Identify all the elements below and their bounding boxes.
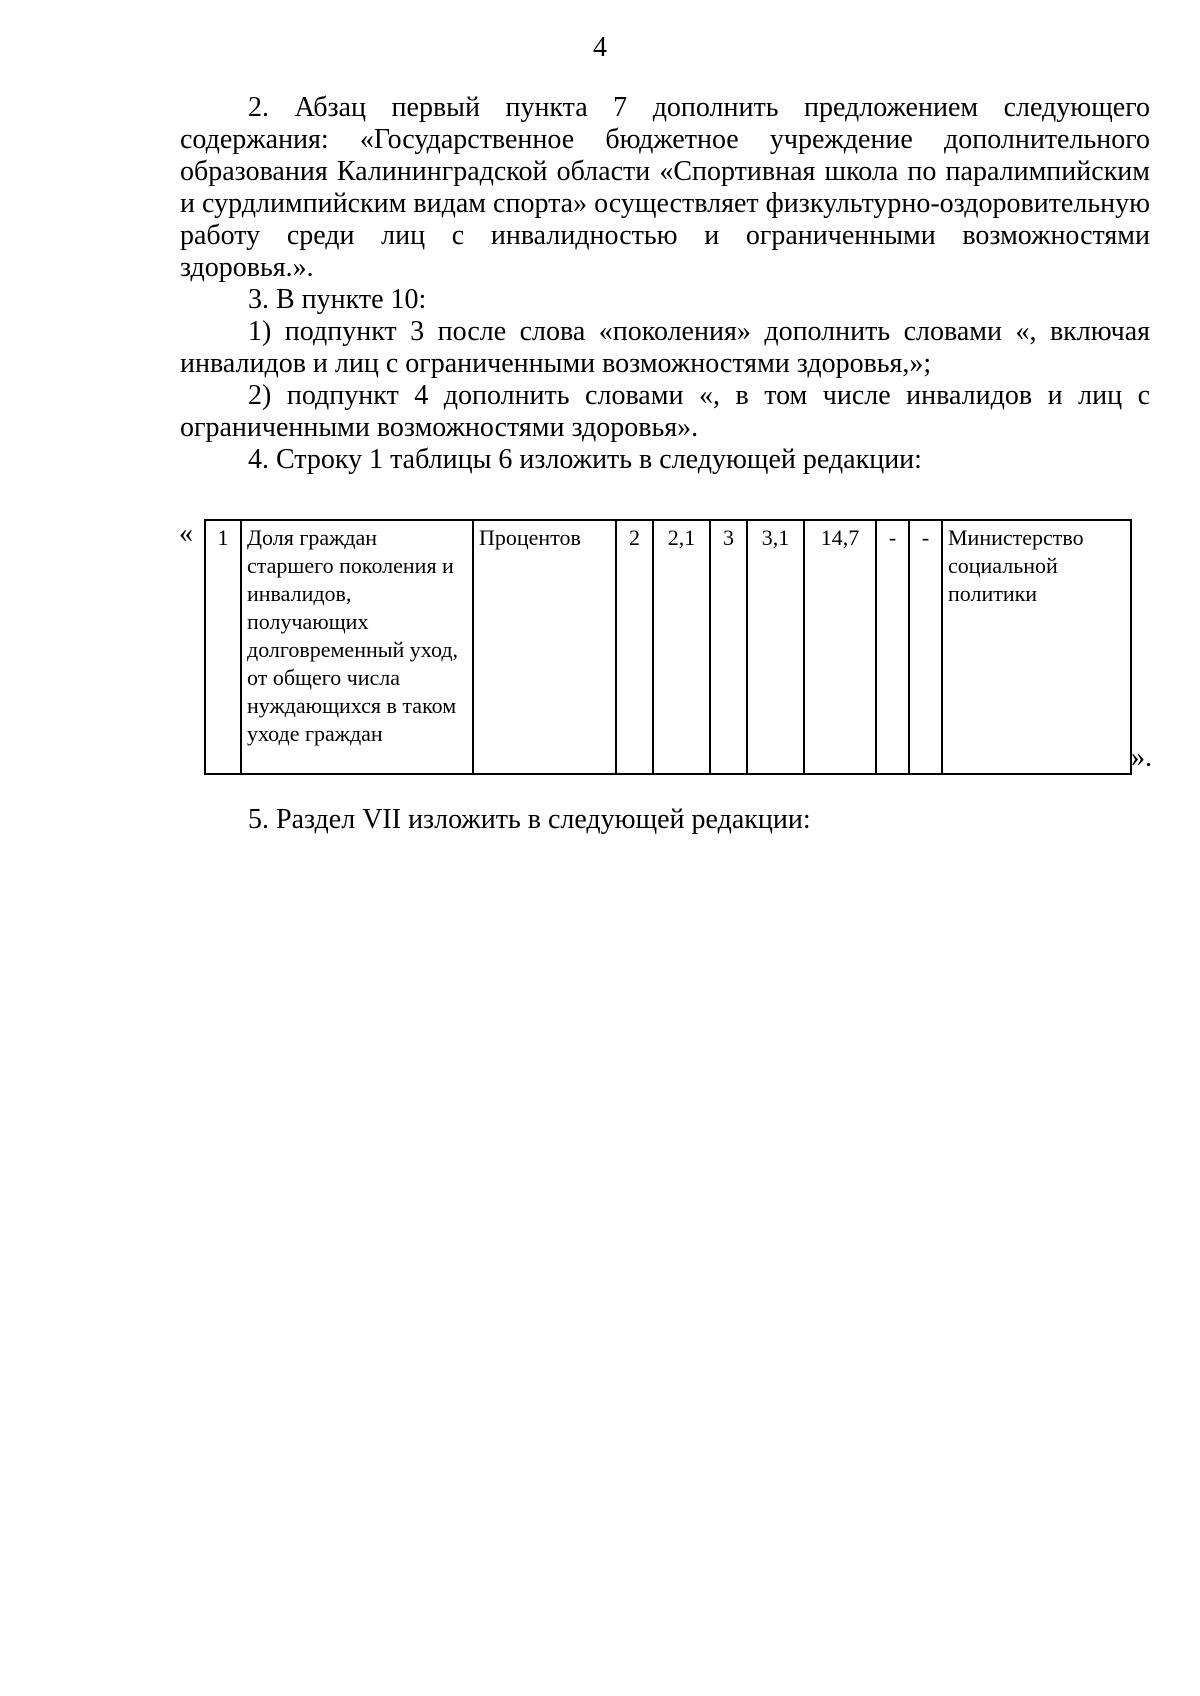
cell-responsible: Министерство социальной политики [942,520,1131,774]
cell-row-number: 1 [205,520,241,774]
cell-unit: Процентов [473,520,616,774]
cell-value-4: 3,1 [747,520,804,774]
cell-value-6: - [876,520,909,774]
paragraph-item-5: 5. Раздел VII изложить в следующей редакции: [248,804,811,835]
cell-value-3: 3 [710,520,747,774]
paragraph-subitem-2: 2) подпункт 4 дополнить словами «, в том числе инвалидов и лиц с ограниченными возможностями здоровья». [180,380,1150,443]
cell-value-7: - [909,520,942,774]
amendment-text [180,92,1150,476]
cell-value-5: 14,7 [804,520,876,774]
paragraph-item-2: 2. Абзац первый пункта 7 дополнить предложением следующего содержания: «Государственное бюджетное учреждение дополнительного образования Калининградской области «Спортивная школа по паралимпийским и сурдлимпийским видам спорта» осуществляет физкультурно-оздоровительную работу среди лиц с инвалидностью и ограниченными возможностями здоровья.». [180,92,1150,283]
cell-indicator-name: Доля граждан старшего поколения и инвалидов, получающих долговременный уход, от общего числа нуждающихся в таком уходе граждан [241,520,473,774]
table-quote-open: « [179,518,193,549]
paragraph-subitem-1: 1) подпункт 3 после слова «поколения» дополнить словами «, включая инвалидов и лиц с ограниченными возможностями здоровья,»; [180,316,1150,379]
cell-value-1: 2 [616,520,653,774]
cell-value-2: 2,1 [653,520,710,774]
paragraph-item-4: 4. Строку 1 таблицы 6 изложить в следующей редакции: [248,444,922,475]
table-row [205,520,1131,774]
page-number: 4 [593,32,607,63]
table-quote-close: ». [1131,742,1152,773]
paragraph-item-3: 3. В пункте 10: [248,284,427,315]
indicator-table [204,519,1132,775]
